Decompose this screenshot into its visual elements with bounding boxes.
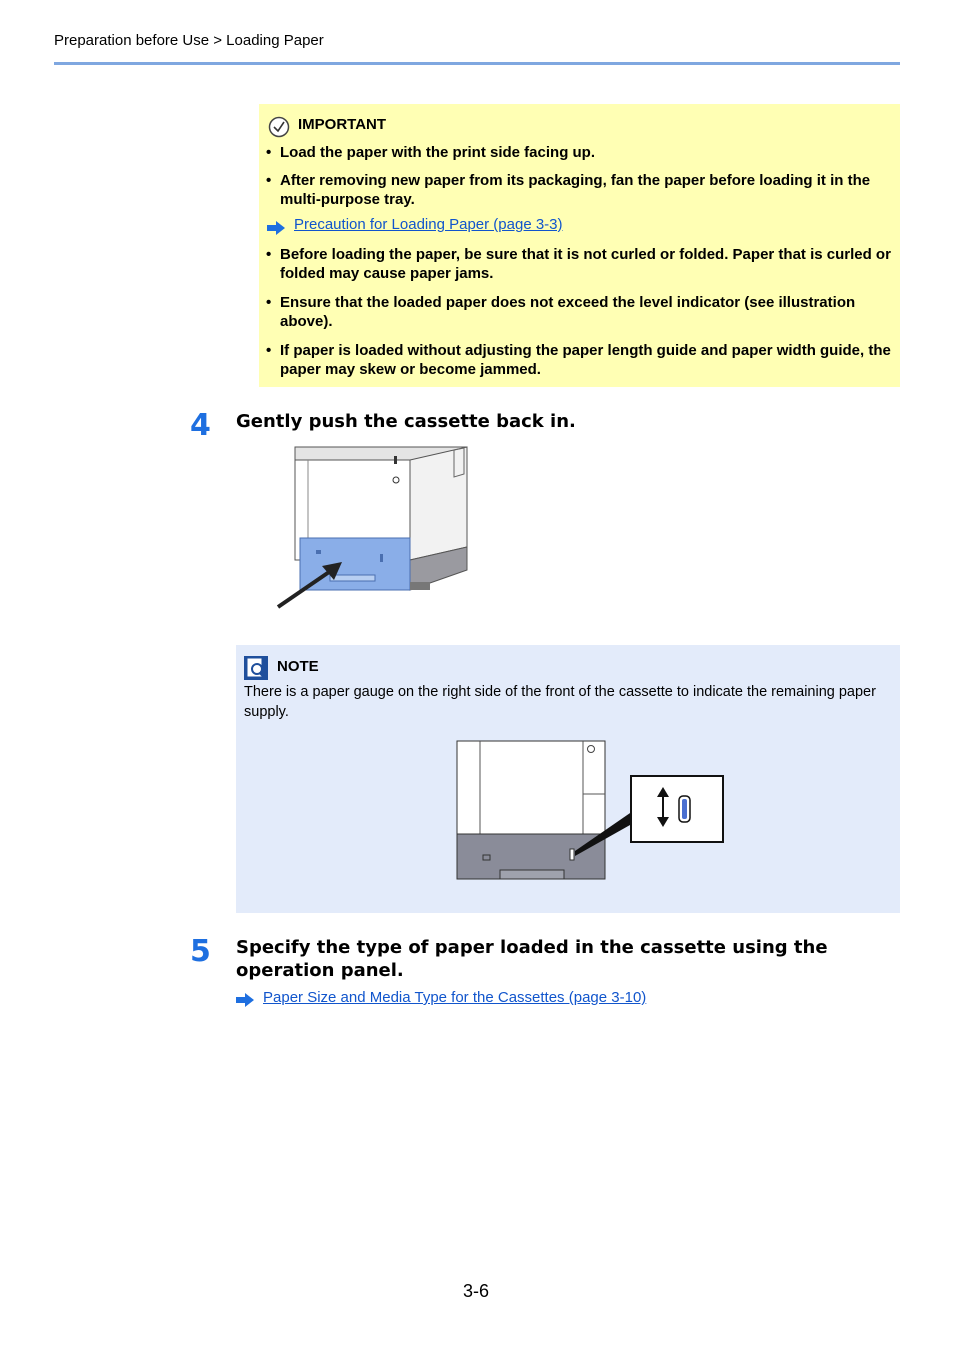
precaution-link-row <box>294 216 563 233</box>
step-title: Specify the type of paper loaded in the cassette using the operation panel. <box>236 937 828 981</box>
note-title: NOTE <box>277 658 319 675</box>
important-title: IMPORTANT <box>298 116 387 133</box>
page-number: 3-6 <box>463 1281 490 1301</box>
paper-size-link-row <box>263 989 646 1006</box>
breadcrumb: Preparation before Use > Loading Paper <box>54 32 324 49</box>
note-magnifier-icon <box>244 656 268 680</box>
paper-size-link[interactable]: Paper Size and Media Type for the Cassettes (page 3-10) <box>263 989 647 1006</box>
note-text: There is a paper gauge on the right side of the front of the cassette to indicate the remaining paper supply. <box>244 684 876 720</box>
checkmark-circle-icon <box>268 116 290 138</box>
header-rule <box>54 62 900 65</box>
printer-cassette-illustration <box>270 442 475 612</box>
step-number: 5 <box>190 934 211 969</box>
precaution-link[interactable]: Precaution for Loading Paper (page 3-3) <box>294 216 563 233</box>
paper-gauge-illustration <box>455 739 727 881</box>
step-number: 4 <box>190 408 211 443</box>
arrow-right-icon <box>267 221 285 235</box>
step-title: Gently push the cassette back in. <box>236 411 576 432</box>
arrow-right-icon <box>236 993 254 1007</box>
